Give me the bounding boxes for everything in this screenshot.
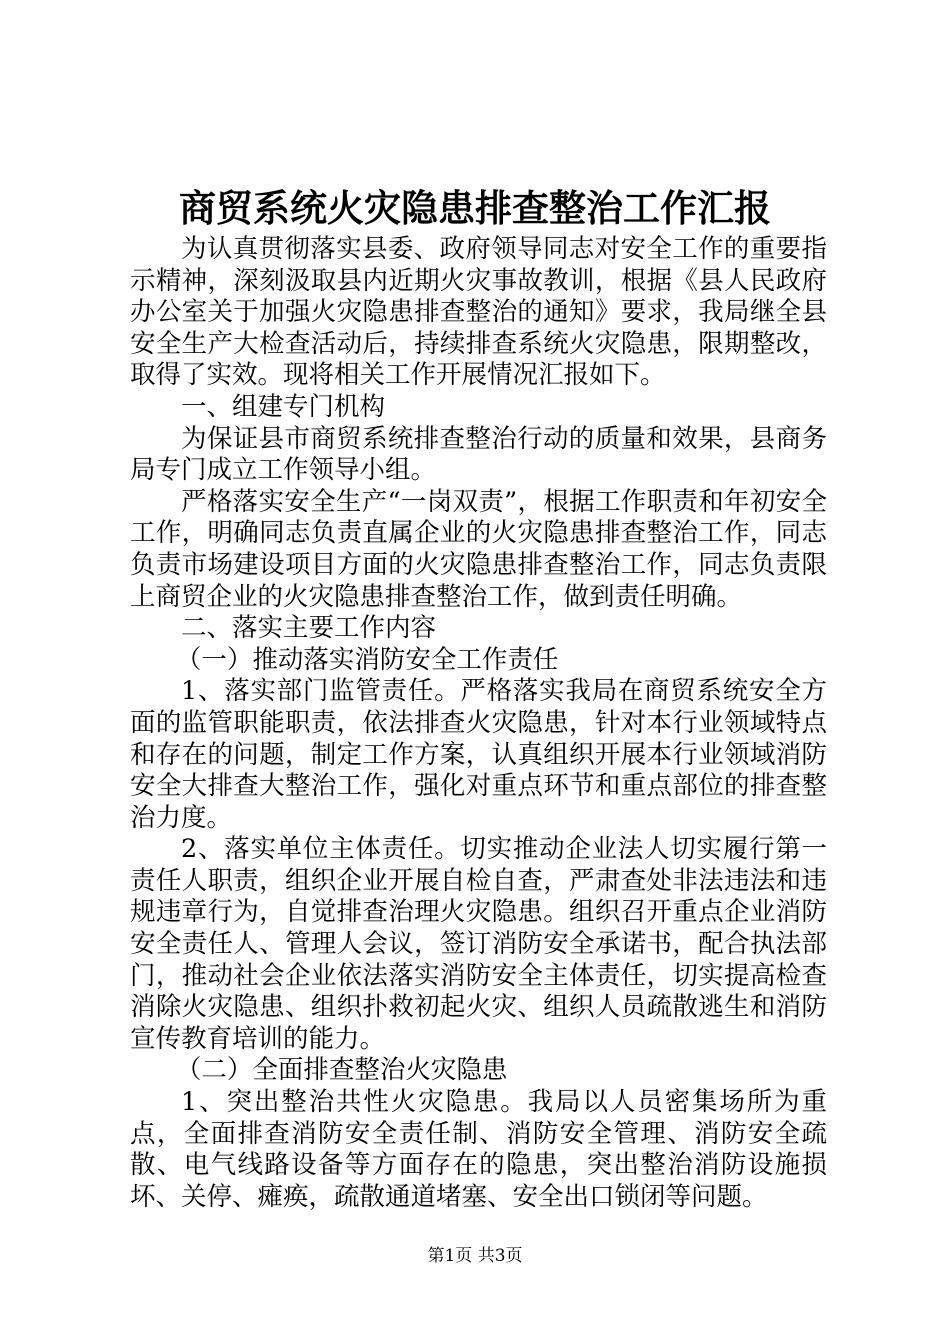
paragraph: 1、突出整治共性火灾隐患。我局以人员密集场所为重点，全面排查消防安全责任制、消防安全管理、消防安全疏散、电气线路设备等方面存在的隐患，突出整治消防设施损坏、关停、瘫痪，疏散通道堵塞、安全出口锁闭等问题。	[130, 1087, 827, 1212]
document-title: 商贸系统火灾隐患排查整治工作汇报	[179, 186, 771, 230]
subsection-heading-2: （二）全面排查整治火灾隐患	[175, 1055, 508, 1086]
paragraph: 为保证县市商贸系统排查整治行动的质量和效果，县商务局专门成立工作领导小组。	[130, 423, 827, 486]
paragraph: 2、落实单位主体责任。切实推动企业法人切实履行第一责任人职责，组织企业开展自检自查，严肃查处非法违法和违规违章行为，自觉排查治理火灾隐患。组织召开重点企业消防安全责任人、管理人会议，签订消防安全承诺书，配合执法部门，推动社会企业依法落实消防安全主体责任，切实提高检查消除火灾隐患、组织扑救初起火灾、组织人员疏散逃生和消防宣传教育培训的能力。	[130, 834, 827, 1054]
paragraph: 1、落实部门监管责任。严格落实我局在商贸系统安全方面的监管职能职责，依法排查火灾隐患，针对本行业领域特点和存在的问题，制定工作方案，认真组织开展本行业领域消防安全大排查大整治工作，强化对重点环节和重点部位的排查整治力度。	[130, 676, 827, 833]
document-body	[130, 234, 827, 1213]
paragraph: 严格落实安全生产“一岗双责”，根据工作职责和年初安全工作，明确同志负责直属企业的火灾隐患排查整治工作，同志负责市场建设项目方面的火灾隐患排查整治工作，同志负责限上商贸企业的火灾隐患排查整治工作，做到责任明确。	[130, 486, 827, 612]
section-heading-1: 一、组建专门机构	[181, 391, 386, 422]
subsection-heading-1: （一）推动落实消防安全工作责任	[175, 644, 559, 675]
section-heading-2: 二、落实主要工作内容	[181, 613, 437, 644]
page-footer: 第1页 共3页	[427, 1246, 523, 1266]
paragraph-intro: 为认真贯彻落实县委、政府领导同志对安全工作的重要指示精神，深刻汲取县内近期火灾事故教训，根据《县人民政府办公室关于加强火灾隐患排查整治的通知》要求，我局继全县安全生产大检查活动后，持续排查系统火灾隐患，限期整改，取得了实效。现将相关工作开展情况汇报如下。	[130, 234, 827, 391]
